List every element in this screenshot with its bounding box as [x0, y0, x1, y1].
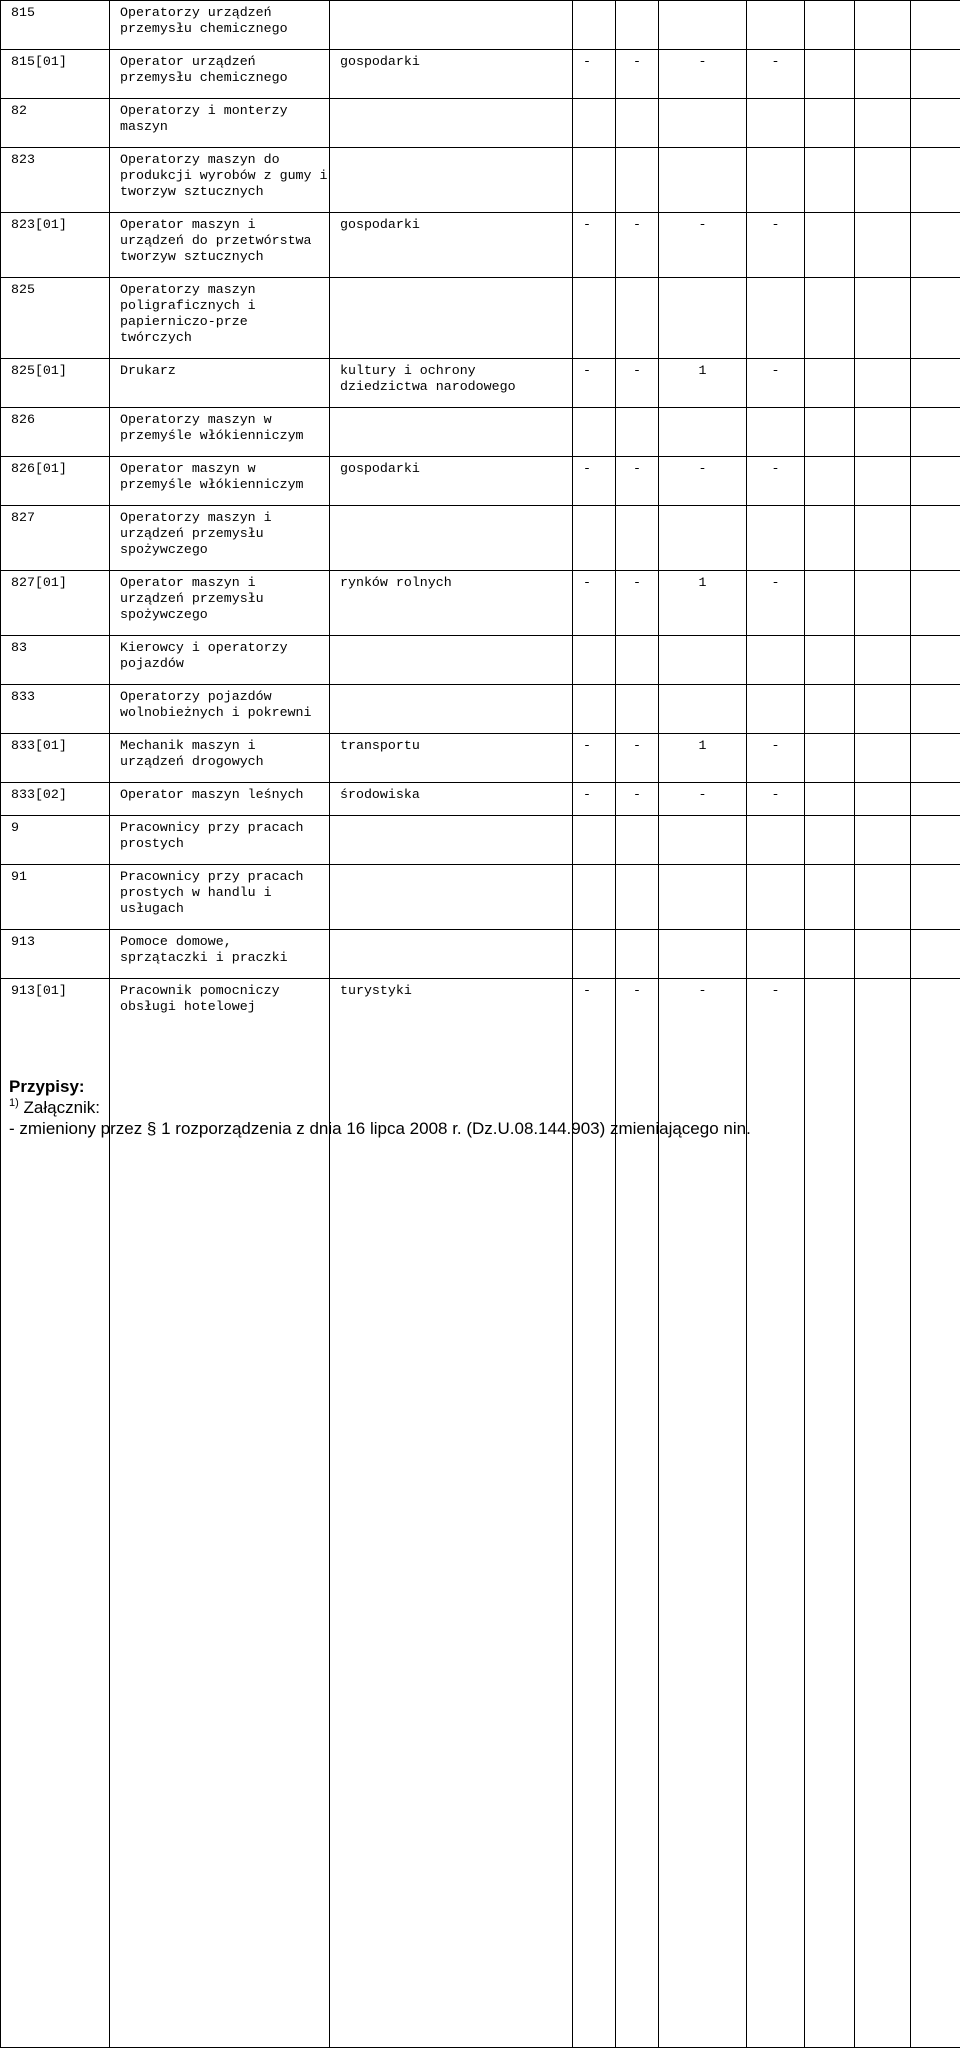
cell-empty	[855, 278, 911, 359]
cell-empty	[855, 148, 911, 213]
cell-value-2: -	[616, 783, 659, 816]
cell-value-3	[659, 1, 747, 50]
cell-sector	[330, 930, 573, 979]
cell-sector	[330, 148, 573, 213]
cell-code: 823	[1, 148, 110, 213]
table-row	[1, 685, 960, 734]
cell-code: 9	[1, 816, 110, 865]
footnote-reference	[9, 1097, 751, 1118]
cell-value-4	[747, 865, 805, 930]
cell-code: 815[01]	[1, 50, 110, 99]
cell-name: Operatorzy maszyn i urządzeń przemysłu spożywczego	[110, 506, 330, 571]
cell-value-1	[573, 148, 616, 213]
cell-empty	[855, 99, 911, 148]
cell-value-1: -	[573, 213, 616, 278]
cell-value-3	[659, 865, 747, 930]
cell-value-4	[747, 816, 805, 865]
cell-empty	[805, 457, 855, 506]
cell-empty	[805, 979, 855, 2048]
cell-sector: gospodarki	[330, 457, 573, 506]
cell-sector	[330, 865, 573, 930]
cell-value-2: -	[616, 734, 659, 783]
cell-value-2: -	[616, 979, 659, 2048]
cell-sector: kultury i ochrony dziedzictwa narodowego	[330, 359, 573, 408]
footnotes	[9, 1077, 751, 1139]
table-row	[1, 99, 960, 148]
cell-value-3	[659, 506, 747, 571]
cell-value-3: 1	[659, 734, 747, 783]
cell-value-3	[659, 816, 747, 865]
cell-value-2	[616, 816, 659, 865]
cell-value-3: -	[659, 783, 747, 816]
cell-empty	[855, 865, 911, 930]
cell-empty	[855, 506, 911, 571]
cell-code: 82	[1, 99, 110, 148]
table-row	[1, 783, 960, 816]
cell-name: Operator maszyn leśnych	[110, 783, 330, 816]
cell-value-4: -	[747, 783, 805, 816]
cell-empty	[855, 685, 911, 734]
cell-empty	[911, 783, 960, 816]
cell-sector	[330, 99, 573, 148]
cell-empty	[805, 816, 855, 865]
cell-value-1	[573, 636, 616, 685]
cell-empty	[805, 99, 855, 148]
cell-value-4	[747, 1, 805, 50]
cell-empty	[805, 148, 855, 213]
cell-sector: gospodarki	[330, 50, 573, 99]
cell-empty	[855, 930, 911, 979]
table-row	[1, 213, 960, 278]
table-row	[1, 636, 960, 685]
table-row	[1, 457, 960, 506]
cell-value-2	[616, 99, 659, 148]
table-row	[1, 1, 960, 50]
cell-value-1: -	[573, 734, 616, 783]
cell-value-2	[616, 1, 659, 50]
cell-value-1	[573, 816, 616, 865]
cell-code: 833[02]	[1, 783, 110, 816]
cell-value-4: -	[747, 734, 805, 783]
cell-value-2	[616, 636, 659, 685]
cell-code: 825[01]	[1, 359, 110, 408]
cell-value-2	[616, 408, 659, 457]
cell-empty	[911, 734, 960, 783]
cell-name: Pracownik pomocniczy obsługi hotelowej	[110, 979, 330, 2048]
cell-value-2	[616, 506, 659, 571]
cell-value-2: -	[616, 457, 659, 506]
cell-empty	[911, 148, 960, 213]
cell-empty	[911, 1, 960, 50]
cell-name: Operatorzy maszyn poligraficznych i papierniczo-prze twórczych	[110, 278, 330, 359]
cell-value-4: -	[747, 359, 805, 408]
cell-empty	[805, 685, 855, 734]
cell-code: 913[01]	[1, 979, 110, 2048]
cell-code: 826	[1, 408, 110, 457]
cell-value-3	[659, 636, 747, 685]
cell-value-2: -	[616, 50, 659, 99]
cell-empty	[911, 213, 960, 278]
cell-value-3: -	[659, 50, 747, 99]
cell-value-4: -	[747, 571, 805, 636]
cell-empty	[805, 571, 855, 636]
cell-sector	[330, 1, 573, 50]
cell-value-4	[747, 685, 805, 734]
cell-value-2: -	[616, 359, 659, 408]
cell-value-2	[616, 148, 659, 213]
cell-empty	[911, 979, 960, 2048]
table-row	[1, 50, 960, 99]
cell-code: 83	[1, 636, 110, 685]
cell-value-2	[616, 865, 659, 930]
cell-value-4	[747, 278, 805, 359]
cell-sector	[330, 408, 573, 457]
footnote-text: - zmieniony przez § 1 rozporządzenia z dnia 16 lipca 2008 r. (Dz.U.08.144.903) zmieniającego nin.	[9, 1118, 751, 1139]
cell-name: Kierowcy i operatorzy pojazdów	[110, 636, 330, 685]
cell-value-1: -	[573, 979, 616, 2048]
cell-empty	[911, 636, 960, 685]
cell-empty	[911, 99, 960, 148]
cell-name: Operatorzy maszyn w przemyśle włókienniczym	[110, 408, 330, 457]
cell-name: Pracownicy przy pracach prostych	[110, 816, 330, 865]
cell-empty	[805, 213, 855, 278]
cell-empty	[855, 816, 911, 865]
cell-sector: rynków rolnych	[330, 571, 573, 636]
cell-empty	[855, 408, 911, 457]
table-row	[1, 865, 960, 930]
cell-value-1	[573, 685, 616, 734]
footnotes-heading: Przypisy:	[9, 1077, 751, 1097]
cell-name: Drukarz	[110, 359, 330, 408]
cell-value-1: -	[573, 571, 616, 636]
cell-empty	[805, 636, 855, 685]
cell-value-1: -	[573, 457, 616, 506]
cell-name: Operator maszyn i urządzeń do przetwórstwa tworzyw sztucznych	[110, 213, 330, 278]
cell-name: Operator maszyn w przemyśle włókienniczym	[110, 457, 330, 506]
cell-empty	[855, 213, 911, 278]
cell-empty	[911, 506, 960, 571]
cell-empty	[805, 506, 855, 571]
cell-empty	[805, 408, 855, 457]
cell-value-4	[747, 636, 805, 685]
cell-value-4: -	[747, 50, 805, 99]
cell-value-3	[659, 278, 747, 359]
cell-value-3	[659, 930, 747, 979]
cell-value-2	[616, 685, 659, 734]
cell-value-3: 1	[659, 359, 747, 408]
cell-sector	[330, 506, 573, 571]
cell-name: Operatorzy pojazdów wolnobieżnych i pokrewni	[110, 685, 330, 734]
cell-empty	[911, 457, 960, 506]
table-row	[1, 506, 960, 571]
cell-value-3: -	[659, 457, 747, 506]
cell-code: 827[01]	[1, 571, 110, 636]
cell-value-3: -	[659, 213, 747, 278]
cell-value-1: -	[573, 783, 616, 816]
cell-value-1	[573, 99, 616, 148]
cell-name: Operatorzy urządzeń przemysłu chemicznego	[110, 1, 330, 50]
cell-value-2	[616, 930, 659, 979]
cell-value-1	[573, 1, 616, 50]
cell-name: Operator maszyn i urządzeń przemysłu spożywczego	[110, 571, 330, 636]
table-body	[1, 1, 960, 2048]
cell-code: 815	[1, 1, 110, 50]
cell-value-4	[747, 506, 805, 571]
table-row	[1, 278, 960, 359]
cell-empty	[855, 457, 911, 506]
cell-code: 913	[1, 930, 110, 979]
cell-code: 823[01]	[1, 213, 110, 278]
cell-sector	[330, 685, 573, 734]
table-row	[1, 734, 960, 783]
cell-empty	[911, 571, 960, 636]
cell-value-4: -	[747, 979, 805, 2048]
cell-name: Operator urządzeń przemysłu chemicznego	[110, 50, 330, 99]
cell-value-3	[659, 99, 747, 148]
cell-value-1	[573, 865, 616, 930]
table-row	[1, 930, 960, 979]
cell-value-3: -	[659, 979, 747, 2048]
cell-name: Pomoce domowe, sprzątaczki i praczki	[110, 930, 330, 979]
cell-code: 833	[1, 685, 110, 734]
cell-sector: transportu	[330, 734, 573, 783]
cell-empty	[855, 979, 911, 2048]
cell-empty	[805, 930, 855, 979]
cell-value-1	[573, 278, 616, 359]
cell-empty	[911, 816, 960, 865]
cell-code: 826[01]	[1, 457, 110, 506]
cell-value-2	[616, 278, 659, 359]
table-row	[1, 408, 960, 457]
cell-empty	[855, 1, 911, 50]
cell-empty	[855, 50, 911, 99]
cell-name: Mechanik maszyn i urządzeń drogowych	[110, 734, 330, 783]
cell-empty	[911, 408, 960, 457]
cell-empty	[911, 50, 960, 99]
cell-empty	[855, 783, 911, 816]
cell-code: 827	[1, 506, 110, 571]
cell-value-3	[659, 408, 747, 457]
cell-sector	[330, 816, 573, 865]
cell-value-4	[747, 930, 805, 979]
cell-value-4: -	[747, 213, 805, 278]
cell-empty	[911, 278, 960, 359]
cell-sector: środowiska	[330, 783, 573, 816]
cell-code: 91	[1, 865, 110, 930]
cell-value-4	[747, 408, 805, 457]
table-row	[1, 359, 960, 408]
cell-value-4	[747, 148, 805, 213]
cell-value-4: -	[747, 457, 805, 506]
cell-empty	[805, 1, 855, 50]
cell-empty	[805, 359, 855, 408]
cell-code: 825	[1, 278, 110, 359]
cell-value-2: -	[616, 213, 659, 278]
cell-value-1	[573, 930, 616, 979]
cell-empty	[911, 865, 960, 930]
cell-value-1: -	[573, 359, 616, 408]
cell-value-3	[659, 685, 747, 734]
cell-value-2: -	[616, 571, 659, 636]
cell-name: Pracownicy przy pracach prostych w handlu i usługach	[110, 865, 330, 930]
cell-empty	[855, 359, 911, 408]
cell-empty	[805, 278, 855, 359]
cell-name: Operatorzy i monterzy maszyn	[110, 99, 330, 148]
cell-empty	[805, 783, 855, 816]
cell-value-3	[659, 148, 747, 213]
cell-value-1	[573, 506, 616, 571]
table-row	[1, 571, 960, 636]
cell-empty	[855, 571, 911, 636]
cell-empty	[805, 865, 855, 930]
cell-name: Operatorzy maszyn do produkcji wyrobów z gumy i tworzyw sztucznych	[110, 148, 330, 213]
footnote-number: 1)	[9, 1097, 19, 1109]
cell-code: 833[01]	[1, 734, 110, 783]
cell-value-1	[573, 408, 616, 457]
cell-value-4	[747, 99, 805, 148]
cell-empty	[911, 930, 960, 979]
cell-empty	[805, 50, 855, 99]
cell-value-3: 1	[659, 571, 747, 636]
cell-sector	[330, 636, 573, 685]
table-row	[1, 148, 960, 213]
cell-value-1: -	[573, 50, 616, 99]
cell-empty	[911, 359, 960, 408]
cell-empty	[855, 734, 911, 783]
cell-sector: turystyki	[330, 979, 573, 2048]
cell-sector	[330, 278, 573, 359]
table-row	[1, 816, 960, 865]
cell-empty	[911, 685, 960, 734]
cell-empty	[855, 636, 911, 685]
cell-empty	[805, 734, 855, 783]
footnote-label: Załącznik:	[19, 1098, 100, 1117]
cell-sector: gospodarki	[330, 213, 573, 278]
